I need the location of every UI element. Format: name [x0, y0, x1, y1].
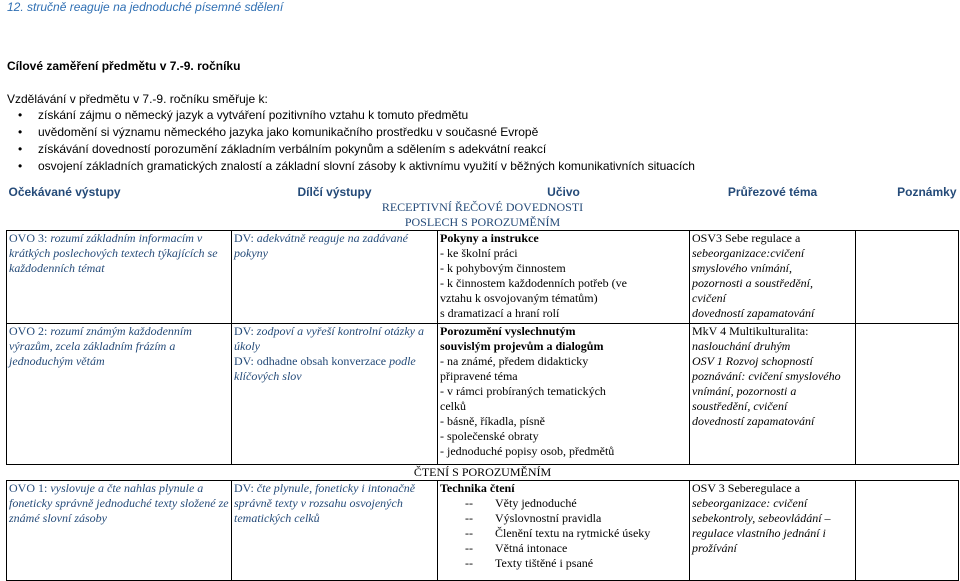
- ovo-text: rozumí známým každodenním výrazům, zcela základním frázím a jednoduchým větám: [9, 324, 192, 368]
- cross-topic-line: sebeorganizace: cvičení: [692, 496, 808, 510]
- partial-outcome-cell: [232, 231, 438, 324]
- curriculum-line: - - Členění textu na rytmické úseky: [440, 526, 687, 541]
- header-partial-outcomes: Dílčí výstupy: [297, 185, 372, 199]
- dv-text: podle klíčových slov: [234, 354, 416, 383]
- curriculum-line: připravené téma: [440, 369, 518, 383]
- curriculum-line: - ke školní práci: [440, 246, 518, 260]
- ovo-code: OVO 2:: [9, 324, 48, 338]
- header-notes: Poznámky: [897, 185, 957, 199]
- curriculum-title: Porozumění vyslechnutým: [440, 324, 576, 338]
- notes-cell: [856, 231, 959, 324]
- partial-outcome-cell: [232, 481, 438, 581]
- curriculum-line: s dramatizací a hraní rolí: [440, 306, 560, 320]
- curriculum-line: - jednoduché popisy osob, předmětů: [440, 444, 615, 458]
- curriculum-line: vztahu k osvojovaným tématům): [440, 291, 598, 305]
- cross-topic-cell: [690, 481, 856, 581]
- list-item: • získávání dovedností porozumění základním verbálním pokynům a sdělením s adekvátní reakcí: [38, 141, 695, 158]
- curriculum-line: - - Výslovnostní pravidla: [440, 511, 687, 526]
- table-row: [7, 231, 959, 324]
- section-reading: ČTENÍ S POROZUMĚNÍM: [413, 465, 552, 479]
- ovo-text: vyslovuje a čte nahlas plynule a foneticky správně jednoduché texty složené ze známé slovní zásoby: [9, 481, 229, 525]
- table-row: [7, 481, 959, 581]
- curriculum-line: - k pohybovým činnostem: [440, 261, 566, 275]
- page-heading: 12. stručně reaguje na jednoduché písemné sdělení: [7, 0, 284, 14]
- curriculum-item: Výslovnostní pravidla: [495, 511, 602, 525]
- dv-text: zodpoví a vyřeší kontrolní otázky a úkoly: [234, 324, 424, 353]
- curriculum-title: souvislým projevům a dialogům: [440, 339, 604, 353]
- list-item: • uvědomění si významu německého jazyka jako komunikačního prostředku v současné Evropě: [38, 124, 695, 141]
- curriculum-line: - v rámci probíraných tematických: [440, 384, 606, 398]
- dv-code: DV:: [234, 231, 254, 245]
- table-header-row: [7, 185, 959, 200]
- curriculum-line: - - Větná intonace: [440, 541, 687, 556]
- list-item: • osvojení základních gramatických znalostí a základní slovní zásoby k aktivnímu využití v běžných komunikativních situacích: [38, 158, 695, 175]
- cross-topic-line: vnímání, pozornosti a: [692, 384, 797, 398]
- curriculum-item: Texty tištěné i psané: [495, 556, 594, 570]
- dv-text: odhadne obsah konverzace: [256, 354, 387, 368]
- header-expected-outcomes: Očekávané výstupy: [8, 185, 121, 199]
- ovo-code: OVO 1:: [9, 481, 48, 495]
- cross-topic-line: OSV 3 Seberegulace a: [692, 481, 801, 495]
- header-cross-topic: Průřezové téma: [727, 185, 818, 199]
- curriculum-cell: [438, 324, 690, 465]
- intro-text: Vzdělávání v předmětu v 7.-9. ročníku směřuje k:: [7, 92, 268, 106]
- curriculum-line: - na známé, předem didakticky: [440, 354, 589, 368]
- list-item: • získání zájmu o německý jazyk a vytváření pozitivního vztahu k tomuto předmětu: [38, 107, 695, 124]
- table-row: [7, 324, 959, 465]
- goals-list: [38, 107, 695, 175]
- curriculum-item: Věty jednoduché: [495, 496, 577, 510]
- cross-topic-line: pozornosti a soustředění,: [692, 276, 814, 290]
- cross-topic-line: MkV 4 Multikulturalita:: [692, 324, 809, 338]
- cross-topic-line: prožívání: [692, 541, 737, 555]
- ovo-text: rozumí základním informacím v krátkých poslechových textech týkajících se každodenních témat: [9, 231, 218, 275]
- dv-code: DV:: [234, 354, 254, 368]
- cross-topic-line: soustředění, cvičení: [692, 399, 788, 413]
- curriculum-line: - básně, říkadla, písně: [440, 414, 545, 428]
- curriculum-title: Technika čtení: [440, 481, 515, 495]
- cross-topic-line: cvičení: [692, 291, 726, 305]
- cross-topic-line: dovedností zapamatování: [692, 414, 815, 428]
- cross-topic-line: sebeorganizace:cvičení: [692, 246, 805, 260]
- cross-topic-cell: [690, 324, 856, 465]
- curriculum-line: - - Texty tištěné i psané: [440, 556, 687, 571]
- dv-text: čte plynule, foneticky i intonačně správně texty v rozsahu osvojených tematických celků: [234, 481, 416, 525]
- section-listening: POSLECH S POROZUMĚNÍM: [404, 215, 561, 229]
- section-row: [7, 200, 959, 215]
- section-receptive: RECEPTIVNÍ ŘEČOVÉ DOVEDNOSTI: [381, 200, 584, 214]
- section-row: [7, 465, 959, 481]
- cross-topic-cell: [690, 231, 856, 324]
- curriculum-item: Členění textu na rytmické úseky: [495, 526, 651, 540]
- notes-cell: [856, 481, 959, 581]
- cross-topic-line: OSV 1 Rozvoj schopností: [692, 354, 813, 368]
- expected-outcome-cell: [7, 324, 232, 465]
- curriculum-line: celků: [440, 399, 466, 413]
- header-curriculum: Učivo: [547, 185, 580, 199]
- expected-outcome-cell: [7, 231, 232, 324]
- curriculum-line: - k činnostem každodenních potřeb (ve: [440, 276, 627, 290]
- section-title: Cílové zaměření předmětu v 7.-9. ročníku: [7, 59, 241, 73]
- curriculum-line: - společenské obraty: [440, 429, 539, 443]
- cross-topic-line: OSV3 Sebe regulace a: [692, 231, 801, 245]
- section-row: [7, 215, 959, 231]
- cross-topic-line: smyslového vnímání,: [692, 261, 792, 275]
- cross-topic-line: regulace vlastního jednání i: [692, 526, 826, 540]
- curriculum-cell: [438, 231, 690, 324]
- cross-topic-line: sebekontroly, sebeovládání –: [692, 511, 831, 525]
- dv-code: DV:: [234, 481, 254, 495]
- cross-topic-line: dovedností zapamatování: [692, 306, 815, 320]
- dv-text: adekvátně reaguje na zadávané pokyny: [234, 231, 408, 260]
- cross-topic-line: naslouchání druhým: [692, 339, 791, 353]
- curriculum-item: Větná intonace: [495, 541, 568, 555]
- curriculum-table: [6, 185, 959, 581]
- ovo-code: OVO 3:: [9, 231, 48, 245]
- notes-cell: [856, 324, 959, 465]
- cross-topic-line: poznávání: cvičení smyslového: [692, 369, 841, 383]
- partial-outcome-cell: [232, 324, 438, 465]
- expected-outcome-cell: [7, 481, 232, 581]
- curriculum-cell: [438, 481, 690, 581]
- curriculum-line: - - Věty jednoduché: [440, 496, 687, 511]
- curriculum-title: Pokyny a instrukce: [440, 231, 539, 245]
- dv-code: DV:: [234, 324, 254, 338]
